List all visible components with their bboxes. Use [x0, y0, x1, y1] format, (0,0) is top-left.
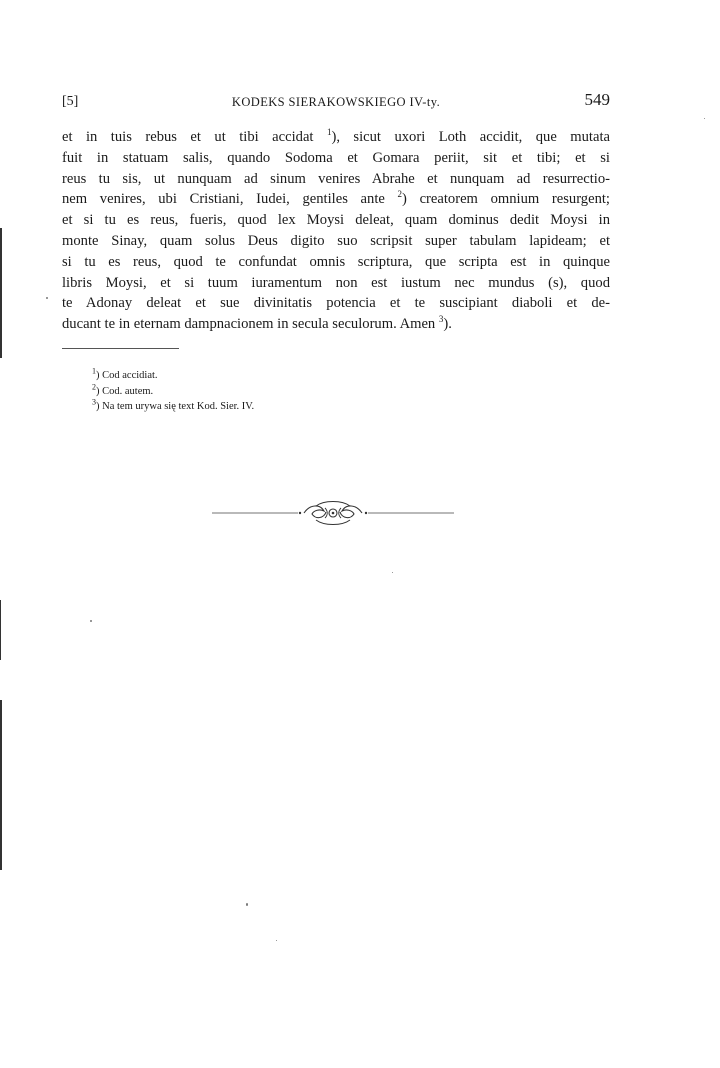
scan-edge-shadow — [0, 600, 1, 660]
ornament-divider — [212, 498, 454, 528]
footnote-reference: 3 — [438, 314, 444, 325]
body-line-text: reus tu sis, ut nunquam ad sinum venires Abrahe et nunquam ad resurrectio- — [62, 170, 610, 187]
body-line — [62, 273, 610, 294]
body-line-text: libris Moysi, et si tuum iuramentum non est iustum nec mundus (s), quod — [62, 274, 610, 291]
footnote-text: ) Na tem urywa się text Kod. Sier. IV. — [96, 401, 255, 412]
body-line — [62, 231, 610, 252]
page-header — [62, 90, 610, 112]
footnotes — [92, 368, 254, 415]
print-speck — [276, 940, 277, 941]
scan-edge-shadow — [0, 228, 2, 358]
body-line — [62, 127, 610, 148]
body-text — [62, 127, 610, 335]
body-line — [62, 293, 610, 314]
print-speck — [704, 118, 705, 119]
body-line — [62, 210, 610, 231]
body-line-text: et in tuis rebus et ut tibi accidat — [62, 129, 327, 145]
body-line-text: ). — [443, 316, 452, 333]
page-number: 549 — [584, 90, 610, 109]
body-line-text: si tu es reus, quod te confundat omnis scriptura, que scripta est in quinque — [62, 253, 610, 270]
footnote-rule — [62, 348, 179, 349]
body-line-text: fuit in statuam salis, quando Sodoma et Gomara periit, sit et tibi; et si — [62, 149, 610, 166]
footnote-mark: 3 — [92, 397, 96, 407]
body-line — [62, 189, 610, 210]
body-line — [62, 252, 610, 273]
footnote — [92, 384, 254, 400]
body-line-text: et si tu es reus, fueris, quod lex Moysi deleat, quam dominus dedit Moysi in — [62, 212, 610, 229]
body-line — [62, 314, 610, 335]
body-line-text: ), sicut uxori Loth accidit, que mutata — [331, 129, 610, 145]
footnote-text: ) Cod. autem. — [96, 385, 154, 397]
body-line-text: ) creatorem omnium resurgent; — [402, 191, 610, 208]
body-line-text: ducant te in eternam dampnacionem in secula seculorum. Amen — [62, 316, 439, 333]
body-line — [62, 169, 610, 190]
body-line-text: te Adonay deleat et sue divinitatis potencia et te suscipiant diaboli et de- — [62, 295, 610, 312]
section-number: [5] — [62, 94, 79, 109]
scan-edge-shadow — [0, 700, 2, 870]
footnote — [92, 399, 254, 415]
footnote-text: ) Cod accidiat. — [96, 370, 158, 381]
print-speck — [392, 572, 393, 573]
print-speck — [246, 903, 248, 906]
footnote-reference: 2 — [397, 189, 403, 200]
body-line — [62, 148, 610, 169]
body-line-text: nem venires, ubi Cristiani, Iudei, gentiles ante — [62, 191, 398, 208]
print-speck — [90, 620, 92, 622]
body-line-text: monte Sinay, quam solus Deus digito suo scripsit super tabulam lapideam; et — [62, 232, 610, 249]
footnote — [92, 368, 254, 384]
footnote-mark: 2 — [92, 382, 96, 391]
footnote-mark: 1 — [92, 366, 96, 376]
running-title: KODEKS SIERAKOWSKIEGO IV-ty. — [231, 95, 441, 109]
print-speck — [46, 297, 48, 299]
footnote-reference: 1 — [326, 127, 332, 138]
